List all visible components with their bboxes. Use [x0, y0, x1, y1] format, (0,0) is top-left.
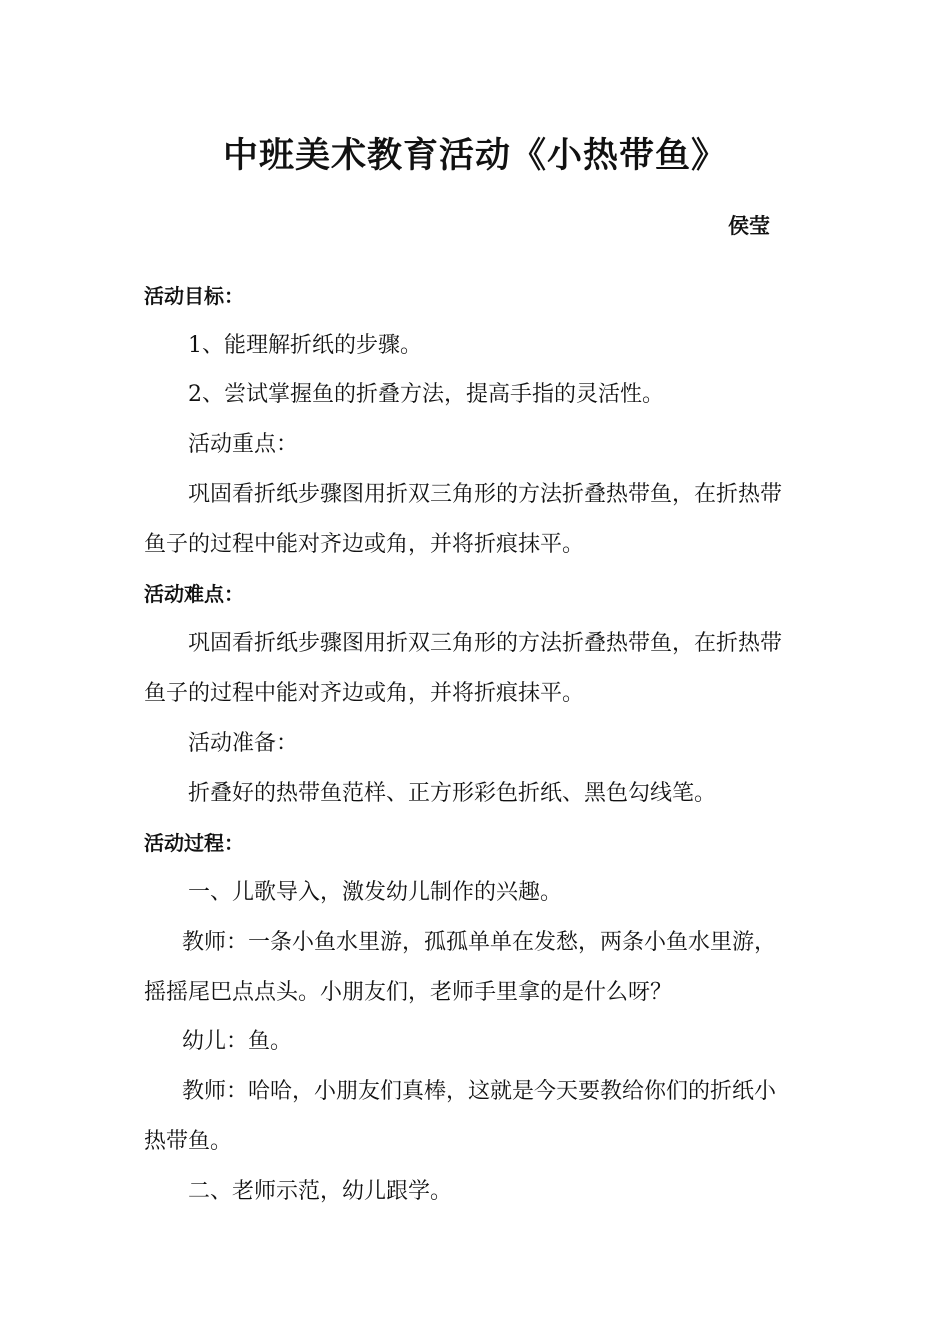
- goal-item-2: 2、尝试掌握鱼的折叠方法，提高手指的灵活性。: [188, 382, 664, 407]
- teacher-dialogue-1-line-1: 教师：一条小鱼水里游，孤孤单单在发愁，两条小鱼水里游，: [182, 930, 777, 955]
- goal-item-1: 1、能理解折纸的步骤。: [188, 333, 422, 358]
- difficulty-text-line-2: 鱼子的过程中能对齐边或角，并将折痕抹平。: [144, 681, 585, 706]
- difficulty-heading: 活动难点：: [144, 582, 244, 606]
- key-point-text-line-1: 巩固看折纸步骤图用折双三角形的方法折叠热带鱼，在折热带: [188, 482, 783, 507]
- key-point-text-line-2: 鱼子的过程中能对齐边或角，并将折痕抹平。: [144, 532, 585, 557]
- teacher-dialogue-2-line-2: 热带鱼。: [144, 1129, 233, 1154]
- key-point-heading: 活动重点：: [188, 432, 299, 457]
- teacher-dialogue-2-line-1: 教师：哈哈，小朋友们真棒，这就是今天要教给你们的折纸小: [182, 1079, 777, 1104]
- difficulty-text-line-1: 巩固看折纸步骤图用折双三角形的方法折叠热带鱼，在折热带: [188, 631, 783, 656]
- preparation-text: 折叠好的热带鱼范样、正方形彩色折纸、黑色勾线笔。: [188, 781, 717, 806]
- step-2-heading: 二、老师示范，幼儿跟学。: [188, 1179, 453, 1204]
- teacher-dialogue-1-line-2: 摇摇尾巴点点头。小朋友们，老师手里拿的是什么呀？: [144, 980, 673, 1005]
- preparation-heading: 活动准备：: [188, 731, 299, 756]
- child-dialogue: 幼儿：鱼。: [182, 1029, 293, 1054]
- goals-heading: 活动目标：: [144, 284, 244, 308]
- document-title: 中班美术教育活动《小热带鱼》: [222, 136, 727, 176]
- process-heading: 活动过程：: [144, 831, 244, 855]
- step-1-heading: 一、儿歌导入，激发幼儿制作的兴趣。: [188, 880, 563, 905]
- author-name: 侯莹: [728, 214, 770, 238]
